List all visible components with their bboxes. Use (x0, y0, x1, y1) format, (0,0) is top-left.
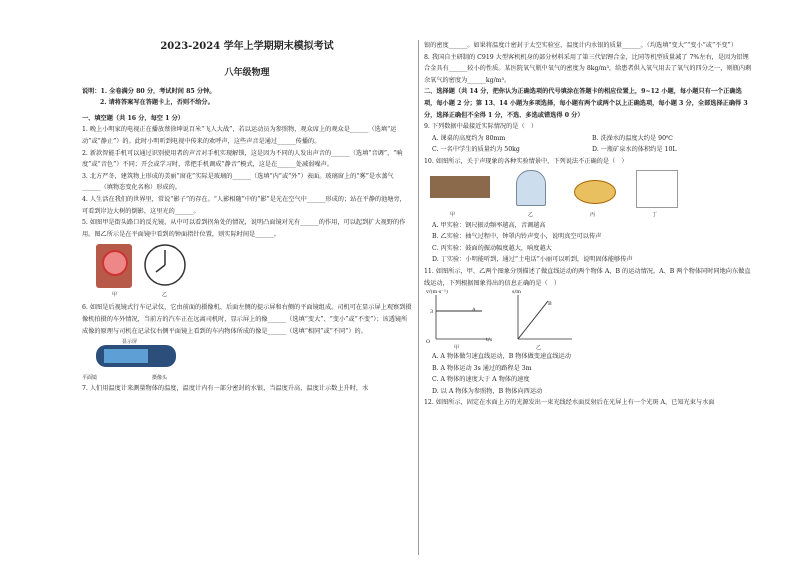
fig10-label-b: 乙 (528, 211, 534, 218)
question-3: 3. 北方严冬，建筑物上形成的美丽“窗花”实际是玻璃的______（选填“内”或“外”）表面。玻璃窗上的“雾”是水蒸气______（填物态变化名称）形成的。 (82, 172, 394, 192)
exam-title: 2023-2024 学年上学期期末模拟考试 (160, 41, 334, 52)
fig10-label-d: 丁 (652, 211, 658, 218)
fig10-label-a: 甲 (450, 211, 456, 218)
section-1-heading: 一、填空题（共 16 分，每空 1 分） (82, 114, 184, 122)
fig11-tick-3: 3 (430, 309, 434, 316)
question-12: 12. 如图所示，固定在水面上方的光源发出一束光线经水面反射后在光屏上有一个光斑 A，已知光束与水面 (424, 399, 715, 407)
question-7: 7. 人们用温度计来测量物体的温度，温度计内有一部分密封的水银，当温度升高，温度计示数上升时，水 (82, 385, 369, 393)
question-7-cont: 银的密度______。如果将温度计密封于太空实验室，温度计内水银的质量______。（均选填“变大”“变小”或“不变”） (424, 42, 737, 49)
fig11-series-a: A (472, 307, 476, 314)
question-11: 11. 如图所示，甲、乙两个图象分别描述了做直线运动的两个物体 A、B 的运动情况，A、B 两个物体同时同地向东做直线运动，下列根据图象得出的信息正确的是（ ） (424, 267, 751, 287)
figure-10 (424, 168, 752, 220)
q11-option-a: A. A 物体做匀速直线运动，B 物体做变速直线运动 (432, 353, 571, 361)
figure-11 (424, 289, 752, 351)
question-10: 10. 如图所示，关于声现象的各种实验情景中，下列说法不正确的是（ ） (424, 157, 628, 165)
fig6-label-screen: 显示屏 (122, 339, 138, 346)
fig5-label-b: 乙 (162, 292, 168, 299)
q10-option-c: C. 丙实验：鼓面的振动幅度越大，响度越大 (432, 244, 552, 252)
note-2: 2. 请将答案写在答题卡上，否则不给分。 (100, 99, 214, 107)
ruler-table-image (430, 176, 490, 198)
figure-5 (82, 240, 412, 302)
fig11-origin: O (426, 339, 431, 346)
fig11-x-label-a: t/s (486, 337, 493, 344)
fig6-label-mirror: 平面镜 (82, 375, 98, 382)
clock-icon (142, 242, 188, 288)
fig10-label-c: 丙 (590, 211, 596, 218)
fig11-y-label-b: s/m (512, 289, 521, 296)
fig5-label-a: 甲 (112, 292, 118, 299)
vt-st-graphs (428, 289, 588, 347)
q10-option-b: B. 乙实验：抽气过程中，钟罩内铃声变小，说明真空可以传声 (432, 233, 602, 241)
fig6-label-camera: 摄像头 (152, 375, 168, 382)
fig11-y-label-a: v/(m·s⁻¹) (426, 289, 448, 296)
exam-subtitle: 八年级物理 (224, 68, 270, 78)
section-2-heading: 二、选择题（共 14 分，把你认为正确选项的代号填涂在答题卡的相应位置上，9~12 小题，每小题只有一个正确选项，每小题 2 分；第 13、14 小题为多项选择，每小题有两个或两个以上正确选项，每小题 3 分，全部选择正确得 3 分，选择正确但不全得 1 分，不选、多选或错选得 0 分） (424, 88, 748, 119)
drum-image (574, 180, 616, 204)
question-9: 9. 下列数据中最接近实际情况的是（ ） (424, 123, 538, 131)
q9-options (424, 133, 752, 156)
convex-mirror-photo (96, 244, 132, 288)
q11-option-c: C. A 物体的速度大于 A 物体的速度 (432, 376, 530, 384)
fig11-label-b: 乙 (536, 345, 542, 352)
q10-option-a: A. 甲实验：钢尺振动频率越高，音调越高 (432, 221, 546, 229)
q9-option-d: D. 一瓶矿泉水的体积约是 10L (592, 146, 677, 154)
question-6: 6. 如图是后视镜式行车记录仪，它由前面的摄像机、后面左侧的提示屏和右侧的平面镜组成。司机可在显示屏上观察到摄像机拍摄的车外情况，当前方的汽车正在远离司机时，显示屏上的像______（选填“变大”、“变小”或“不变”）；该透镜所成像的原理与司机在记录仪右侧平面镜上看到的车内物体所成的像是______（选填“相同”或“不同”）的。 (82, 304, 412, 335)
note-1: 说明：1. 全卷满分 80 分，考试时间 85 分钟。 (82, 87, 216, 95)
question-1: 1. 晚上小明家的电视正在播放蔡徐坤说百米“飞人大战”，若以运动员为参照物，观众席上的观众是______（选填“运动”或“静止”）的。此时小明听到电视中传来的欢呼声，这些声音是通过______传播的。 (82, 126, 397, 145)
left-column (82, 0, 412, 395)
figure-6 (82, 337, 412, 383)
question-8: 8. 我国自主研制的 C919 大型客机机身的部分材料采用了第三代铝锂合金，比同等机型质量减了 7%左右，是因为铝锂合金具有______较小的性质。某医院氧气瓶中氧气的密度为 8kg/m³，给患者供入氧气用去了氧气的四分之一，则瓶内剩余氧气的密度为______kg/m³。 (424, 53, 752, 84)
q9-option-b: B. 洗澡水的温度大约是 90℃ (592, 134, 673, 142)
question-2: 2. 新款智能手机可以通过识别使用者的声音对手机实现解锁，这是因为不同的人发出声音的______（选填“音调”、“响度”或“音色”）不同；开会或学习时，常把手机调成“静音”模式，这是在______处减弱噪声。 (82, 149, 403, 169)
question-4: 4. 人生活在我们的世界里，常说“影子”的存在。“人影相随”中的“影”是光在空气中______形成的；站在平静的池塘旁，可看到岸边大树的倒影，这里光的______。 (82, 195, 406, 215)
q9-option-a: A. 课桌的高度约为 80mm (432, 134, 506, 142)
q10-option-d: D. 丁实验：小明能听到，通过“土电话”小丽可以听到，说明固体能够传声 (432, 256, 633, 264)
question-5: 5. 如图甲是街头路口的反光镜，从中可以看到拐角处的情况，说明凸面镜对光有______的作用，可以起到扩大视野的作用。图乙所示是在平面镜中看到的钟面指针位置，则实际时间是______。 (82, 219, 406, 238)
q9-option-c: C. 一名中学生的质量约为 50kg (432, 146, 520, 154)
right-column (424, 0, 752, 409)
string-phone-image (636, 170, 678, 208)
q11-option-d: D. 以 A 物体为参照物，B 物体向西运动 (432, 387, 543, 395)
bell-jar-image (516, 170, 546, 206)
fig11-label-a: 甲 (454, 345, 460, 352)
fig11-series-b: B (548, 301, 552, 308)
q11-option-b: B. A 物体运动 3s 通过的路程是 3m (432, 364, 532, 372)
column-divider (418, 40, 419, 555)
